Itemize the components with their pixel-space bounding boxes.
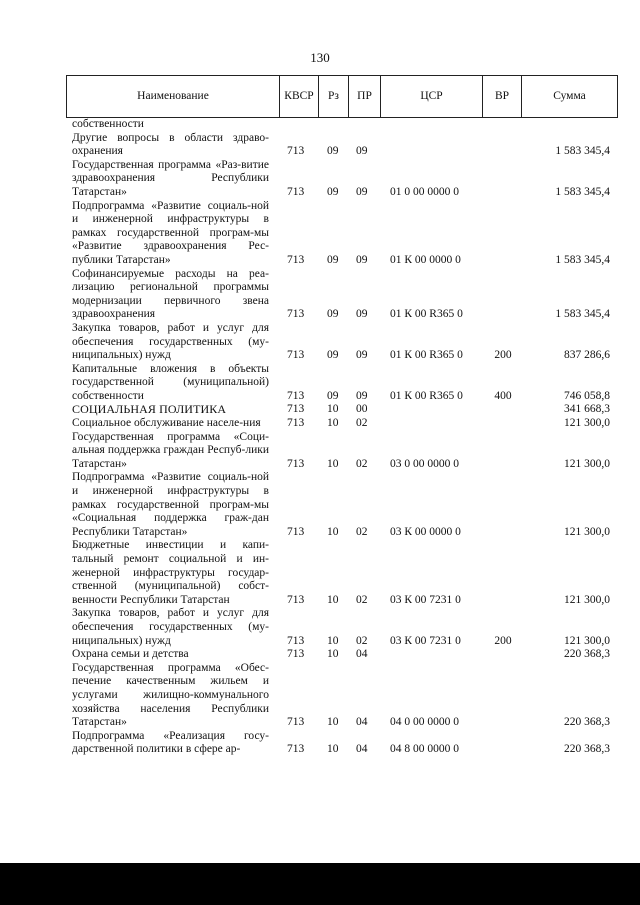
cell-pr: 09 [356, 185, 368, 198]
cell-rz: 10 [327, 743, 339, 756]
cell-sum: 121 300,0 [564, 525, 610, 538]
row-name: Софинансируемые расходы на реа-лизацию региональной программы модернизации первичного звена здравоохранения [72, 267, 269, 321]
cell-sum: 220 368,3 [564, 716, 610, 729]
cell-pr: 09 [356, 253, 368, 266]
row-name: Подпрограмма «Реализация госу-дарственной политики в сфере ар- [72, 729, 269, 756]
table-row [0, 607, 640, 648]
table-row [0, 363, 640, 404]
table-row [0, 118, 640, 132]
cell-kvsr: 713 [287, 389, 305, 402]
cell-pr: 04 [356, 716, 368, 729]
cell-pr: 02 [356, 634, 368, 647]
cell-rz: 10 [327, 525, 339, 538]
row-name: Подпрограмма «Развитие социаль-ной и инженерной инфраструктуры в рамках государственной програм-мы «Социальная поддержка граж-дан Республики Татарстан» [72, 471, 269, 538]
table-row [0, 322, 640, 363]
cell-pr: 02 [356, 525, 368, 538]
row-name: Закупка товаров, работ и услуг для обеспечения государственных (му-ниципальных) нужд [72, 321, 269, 362]
cell-rz: 09 [327, 349, 339, 362]
cell-sum: 121 300,0 [564, 634, 610, 647]
cell-csr: 03 К 00 0000 0 [390, 525, 461, 538]
header-vr: ВР [494, 90, 510, 102]
cell-kvsr: 713 [287, 145, 305, 158]
row-name: Закупка товаров, работ и услуг для обеспечения государственных (му-ниципальных) нужд [72, 607, 269, 647]
table-body [0, 118, 640, 757]
cell-csr: 03 К 00 7231 0 [390, 634, 461, 647]
cell-rz: 09 [327, 389, 339, 402]
page-number: 130 [310, 50, 330, 65]
row-name: Бюджетные инвестиции и капи-тальный ремонт социальной и ин-женерной инфраструктуры государ-ственной (муниципальной) собст-венности Республики Татарстан [72, 539, 269, 606]
table-row [0, 539, 640, 607]
table-row [0, 431, 640, 472]
cell-sum: 341 668,3 [564, 403, 610, 416]
table-row [0, 159, 640, 200]
row-name: Государственная программа «Обес-печение качественным жильем и услугами жилищно-коммунального хозяйства населения Республики Татарстан» [72, 661, 269, 729]
cell-rz: 10 [327, 634, 339, 647]
table-row [0, 132, 640, 159]
cell-rz: 09 [327, 145, 339, 158]
cell-kvsr: 713 [287, 648, 305, 661]
cell-pr: 02 [356, 457, 368, 470]
cell-kvsr: 713 [287, 308, 305, 321]
row-name: Государственная программа «Раз-витие здравоохранения Республики Татарстан» [72, 158, 269, 198]
cell-rz: 09 [327, 185, 339, 198]
row-name: собственности [72, 118, 144, 130]
cell-pr: 02 [356, 593, 368, 606]
cell-csr: 01 К 00 0000 0 [390, 253, 461, 266]
cell-csr: 01 К 00 R365 0 [390, 308, 463, 321]
row-name: Государственная программа «Соци-альная поддержка граждан Респуб-лики Татарстан» [72, 430, 269, 470]
cell-kvsr: 713 [287, 593, 305, 606]
row-name: СОЦИАЛЬНАЯ ПОЛИТИКА [72, 402, 227, 417]
cell-sum: 837 286,6 [564, 349, 610, 362]
cell-vr: 200 [494, 634, 512, 647]
cell-pr: 04 [356, 648, 368, 661]
cell-sum: 1 583 345,4 [555, 253, 610, 266]
cell-csr: 03 0 00 0000 0 [390, 457, 459, 470]
row-name: Капитальные вложения в объекты государственной (муниципальной) собственности [72, 362, 269, 402]
table-row [0, 662, 640, 730]
cell-sum: 220 368,3 [564, 743, 610, 756]
cell-csr: 01 К 00 R365 0 [390, 389, 463, 402]
cell-rz: 10 [327, 593, 339, 606]
cell-kvsr: 713 [287, 743, 305, 756]
cell-pr: 09 [356, 308, 368, 321]
cell-rz: 09 [327, 253, 339, 266]
cell-csr: 01 К 00 R365 0 [390, 349, 463, 362]
table-header [66, 75, 618, 118]
cell-kvsr: 713 [287, 349, 305, 362]
cell-pr: 09 [356, 145, 368, 158]
cell-sum: 121 300,0 [564, 593, 610, 606]
table-row [0, 471, 640, 539]
cell-vr: 200 [494, 349, 512, 362]
cell-csr: 04 0 00 0000 0 [390, 716, 459, 729]
cell-rz: 10 [327, 417, 339, 430]
cell-sum: 220 368,3 [564, 648, 610, 661]
header-name: Наименование [137, 90, 209, 102]
header-sum: Сумма [553, 90, 586, 102]
table-row [0, 417, 640, 431]
cell-pr: 00 [356, 403, 368, 416]
cell-vr: 400 [494, 389, 512, 402]
cell-sum: 1 583 345,4 [555, 308, 610, 321]
cell-kvsr: 713 [287, 716, 305, 729]
cell-pr: 04 [356, 743, 368, 756]
cell-kvsr: 713 [287, 417, 305, 430]
cell-sum: 1 583 345,4 [555, 185, 610, 198]
header-rz: Рз [328, 90, 339, 102]
table-row [0, 268, 640, 322]
row-name: Подпрограмма «Развитие социаль-ной и инженерной инфраструктуры в рамках государственной програм-мы «Развитие здравоохранения Рес-публики Татарстан» [72, 199, 269, 266]
row-name: Охрана семьи и детства [72, 648, 189, 661]
row-name: Социальное обслуживание населе-ния [72, 417, 261, 430]
cell-pr: 02 [356, 417, 368, 430]
scan-border [0, 863, 640, 905]
cell-kvsr: 713 [287, 185, 305, 198]
cell-csr: 04 8 00 0000 0 [390, 743, 459, 756]
cell-rz: 10 [327, 648, 339, 661]
cell-sum: 746 058,8 [564, 389, 610, 402]
row-name: Другие вопросы в области здраво-охранения [72, 131, 269, 158]
cell-kvsr: 713 [287, 457, 305, 470]
header-csr: ЦСР [420, 90, 443, 102]
table-row [0, 403, 640, 417]
cell-kvsr: 713 [287, 253, 305, 266]
cell-pr: 09 [356, 389, 368, 402]
cell-sum: 121 300,0 [564, 457, 610, 470]
cell-rz: 10 [327, 403, 339, 416]
cell-csr: 03 К 00 7231 0 [390, 593, 461, 606]
table-row [0, 730, 640, 757]
cell-csr: 01 0 00 0000 0 [390, 185, 459, 198]
cell-rz: 09 [327, 308, 339, 321]
header-pr: ПР [357, 90, 372, 102]
cell-kvsr: 713 [287, 525, 305, 538]
cell-kvsr: 713 [287, 403, 305, 416]
cell-rz: 10 [327, 716, 339, 729]
cell-rz: 10 [327, 457, 339, 470]
table-row [0, 648, 640, 662]
cell-kvsr: 713 [287, 634, 305, 647]
header-kvsr: КВСР [284, 90, 314, 102]
table-row [0, 200, 640, 268]
cell-sum: 1 583 345,4 [555, 145, 610, 158]
cell-sum: 121 300,0 [564, 417, 610, 430]
cell-pr: 09 [356, 349, 368, 362]
